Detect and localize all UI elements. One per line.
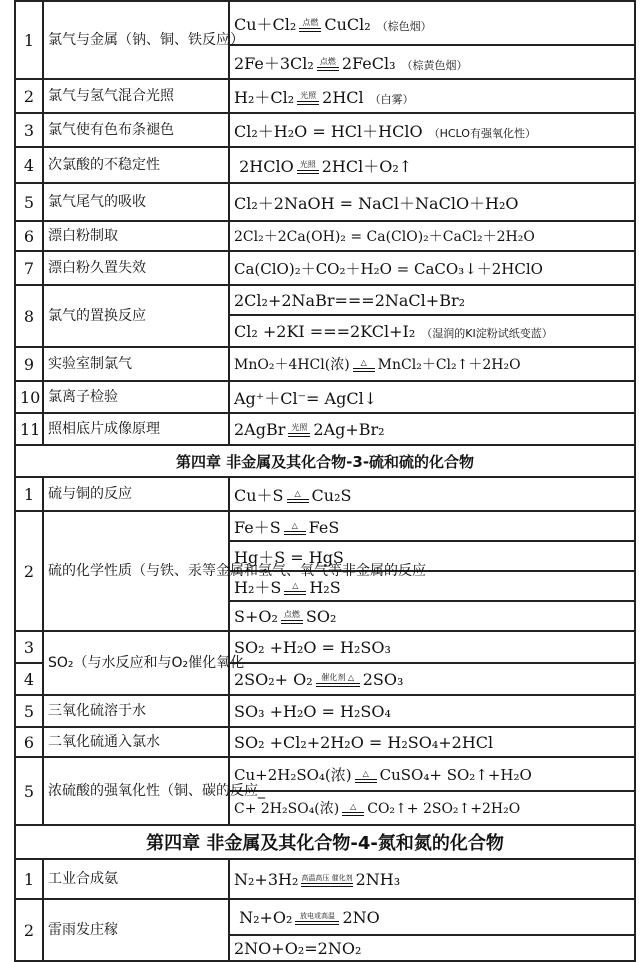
table-row [15, 1, 635, 45]
reaction-condition: △ [342, 802, 364, 816]
table-row [15, 79, 635, 113]
reaction-condition: 点燃 [299, 18, 321, 32]
equation: Cl₂＋2NaOH = NaCl＋NaClO＋H₂O [229, 183, 635, 221]
table-row [15, 285, 635, 315]
row-number: 2 [15, 79, 43, 113]
equation: 2HClO 光照 2HCl＋O₂↑ [229, 147, 635, 183]
equation: Hg＋S = HgS [229, 541, 635, 571]
reaction-condition: 催化剂 △ [316, 673, 360, 687]
reaction-topic: SO₂（与水反应和与O₂催化氧化 [43, 631, 229, 695]
reaction-topic: 硫与铜的反应 [43, 477, 229, 511]
equation: 2Cl₂＋2Ca(OH)₂ = Ca(ClO)₂＋CaCl₂＋2H₂O [229, 221, 635, 251]
reaction-condition: 放电或高温 [295, 912, 339, 925]
equation: H₂＋S △ H₂S [229, 571, 635, 601]
equation: SO₂ +H₂O = H₂SO₃ [229, 631, 635, 663]
equation: SO₃ +H₂O = H₂SO₄ [229, 695, 635, 727]
equation: 2Cl₂+2NaBr===2NaCl+Br₂ [229, 285, 635, 315]
equation-note: （棕黄色烟） [401, 58, 468, 72]
table-row [15, 899, 635, 935]
table-row [15, 251, 635, 285]
reaction-topic: 次氯酸的不稳定性 [43, 147, 229, 183]
reaction-topic: 漂白粉久置失效 [43, 251, 229, 285]
table-row [15, 511, 635, 541]
row-number: 5 [15, 695, 43, 727]
reaction-topic: 硫的化学性质（与铁、汞等金属和氢气、氧气等非金属的反应 [43, 511, 229, 631]
equation: Cl₂ +2KI ===2KCl+I₂ （湿润的KI淀粉试纸变蓝） [229, 315, 635, 347]
equation: H₂＋Cl₂ 光照 2HCl （白雾） [229, 79, 635, 113]
row-number: 4 [15, 147, 43, 183]
equation: Cu＋Cl₂ 点燃 CuCl₂ （棕色烟） [229, 1, 635, 45]
equation-note: （HCLO有强氧化性） [428, 126, 536, 140]
equation-note: （湿润的KI淀粉试纸变蓝） [421, 326, 553, 340]
row-number: 6 [15, 727, 43, 757]
chapter-heading-row [15, 825, 635, 859]
equation: 2SO₂+ O₂ 催化剂 △ 2SO₃ [229, 663, 635, 695]
reaction-topic: 氯气与氢气混合光照 [43, 79, 229, 113]
reaction-topic: 漂白粉制取 [43, 221, 229, 251]
reaction-condition: △ [287, 489, 309, 503]
table-row [15, 147, 635, 183]
equation: N₂+O₂ 放电或高温 2NO [229, 899, 635, 935]
reaction-condition: 光照 [297, 160, 319, 174]
table-row [15, 221, 635, 251]
equation: Cu＋S △ Cu₂S [229, 477, 635, 511]
row-number: 11 [15, 413, 43, 445]
reaction-topic: 氯离子检验 [43, 381, 229, 413]
table-row [15, 695, 635, 727]
reaction-topic: 氯气的置换反应 [43, 285, 229, 347]
reaction-topic: 工业合成氨 [43, 859, 229, 899]
row-number: 3 [15, 631, 43, 663]
equation: N₂+3H₂ 高温高压 催化剂 2NH₃ [229, 859, 635, 899]
reaction-topic: 浓硫酸的强氧化性（铜、碳的反应_ [43, 757, 229, 825]
reaction-topic: 照相底片成像原理 [43, 413, 229, 445]
reaction-condition: △ [284, 521, 306, 535]
table-row [15, 113, 635, 147]
row-number: 1 [15, 477, 43, 511]
equation: Cl₂＋H₂O = HCl＋HClO （HCLO有强氧化性） [229, 113, 635, 147]
reaction-condition: 高温高压 催化剂 [301, 874, 352, 887]
chapter-heading: 第四章 非金属及其化合物-3-硫和硫的化合物 [15, 445, 635, 477]
equation: 2Fe＋3Cl₂ 点燃 2FeCl₃ （棕黄色烟） [229, 45, 635, 79]
table-row [15, 183, 635, 221]
reaction-condition: △ [355, 769, 377, 783]
table-row [15, 727, 635, 757]
equation: Ag⁺＋Cl⁻= AgCl↓ [229, 381, 635, 413]
table-row [15, 631, 635, 663]
table-row [15, 347, 635, 381]
table-row [15, 757, 635, 791]
equation-note: （棕色烟） [376, 19, 432, 33]
row-number: 5 [15, 183, 43, 221]
row-number: 3 [15, 113, 43, 147]
reaction-condition: △ [353, 358, 375, 372]
reaction-condition: 点燃 [317, 57, 339, 71]
table-row [15, 477, 635, 511]
equation: S+O₂ 点燃 SO₂ [229, 601, 635, 631]
table-row [15, 859, 635, 899]
row-number: 9 [15, 347, 43, 381]
row-number: 6 [15, 221, 43, 251]
table-row [15, 381, 635, 413]
equation: MnO₂＋4HCl(浓) △ MnCl₂＋Cl₂↑＋2H₂O [229, 347, 635, 381]
equation: Ca(ClO)₂＋CO₂＋H₂O = CaCO₃↓＋2HClO [229, 251, 635, 285]
row-number: 4 [15, 663, 43, 695]
equation: Fe＋S △ FeS [229, 511, 635, 541]
equation-note: （白雾） [369, 92, 414, 106]
row-number: 2 [15, 899, 43, 961]
row-number: 1 [15, 1, 43, 79]
equation: SO₂ +Cl₂+2H₂O = H₂SO₄+2HCl [229, 727, 635, 757]
equation: C+ 2H₂SO₄(浓) △ CO₂↑+ 2SO₂↑+2H₂O [229, 791, 635, 825]
reaction-topic: 三氧化硫溶于水 [43, 695, 229, 727]
reaction-topic: 氯气与金属（钠、铜、铁反应） [43, 1, 229, 79]
reaction-topic: 雷雨发庄稼 [43, 899, 229, 961]
reaction-topic: 氯气尾气的吸收 [43, 183, 229, 221]
reaction-condition: 光照 [288, 423, 310, 437]
row-number: 2 [15, 511, 43, 631]
reaction-condition: 光照 [297, 91, 319, 105]
chapter-heading: 第四章 非金属及其化合物-4-氮和氮的化合物 [15, 825, 635, 859]
row-number: 7 [15, 251, 43, 285]
row-number: 10 [15, 381, 43, 413]
reaction-topic: 氯气使有色布条褪色 [43, 113, 229, 147]
reaction-condition: △ [284, 581, 306, 595]
equation: 2NO+O₂=2NO₂ [229, 935, 635, 961]
reaction-condition: 点燃 [281, 610, 303, 624]
reaction-topic: 二氧化硫通入氯水 [43, 727, 229, 757]
row-number: 5 [15, 757, 43, 825]
equation: Cu+2H₂SO₄(浓) △ CuSO₄+ SO₂↑+H₂O [229, 757, 635, 791]
chapter-heading-row [15, 445, 635, 477]
row-number: 8 [15, 285, 43, 347]
reaction-topic: 实验室制氯气 [43, 347, 229, 381]
table-row [15, 413, 635, 445]
equation-table [14, 0, 636, 962]
row-number: 1 [15, 859, 43, 899]
equation: 2AgBr 光照 2Ag+Br₂ [229, 413, 635, 445]
